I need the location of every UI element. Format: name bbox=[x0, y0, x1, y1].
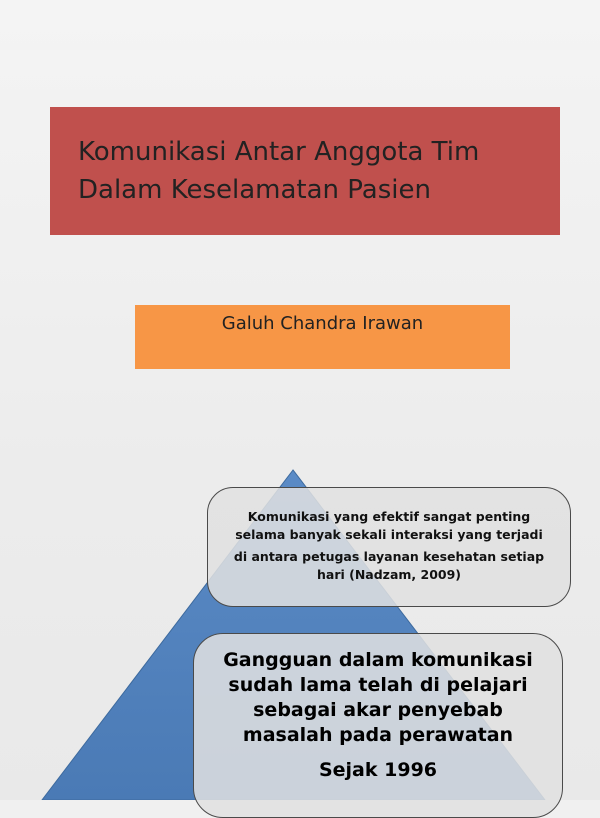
callout-bottom-line-2: sudah lama telah di pelajari bbox=[228, 674, 528, 696]
callout-top-line-3: di antara petugas layanan kesehatan setiap bbox=[233, 549, 545, 564]
title-line-2: Dalam Keselamatan Pasien bbox=[78, 175, 431, 205]
callout-bottom-line-3: sebagai akar penyebab bbox=[253, 699, 503, 721]
callout-top-line-1: Komunikasi yang efektif sangat penting bbox=[247, 509, 531, 524]
callout-bottom bbox=[193, 633, 563, 818]
title-line-1: Komunikasi Antar Anggota Tim bbox=[78, 137, 480, 167]
callout-bottom-line-5: Sejak 1996 bbox=[318, 759, 438, 781]
callout-top bbox=[207, 487, 571, 607]
author-name: Galuh Chandra Irawan bbox=[221, 313, 424, 334]
callout-bottom-line-4: masalah pada perawatan bbox=[242, 724, 514, 746]
callout-top-line-2: selama banyak sekali interaksi yang terjadi bbox=[235, 527, 543, 542]
callout-top-line-4: hari (Nadzam, 2009) bbox=[316, 567, 462, 582]
callout-bottom-line-1: Gangguan dalam komunikasi bbox=[223, 649, 533, 671]
